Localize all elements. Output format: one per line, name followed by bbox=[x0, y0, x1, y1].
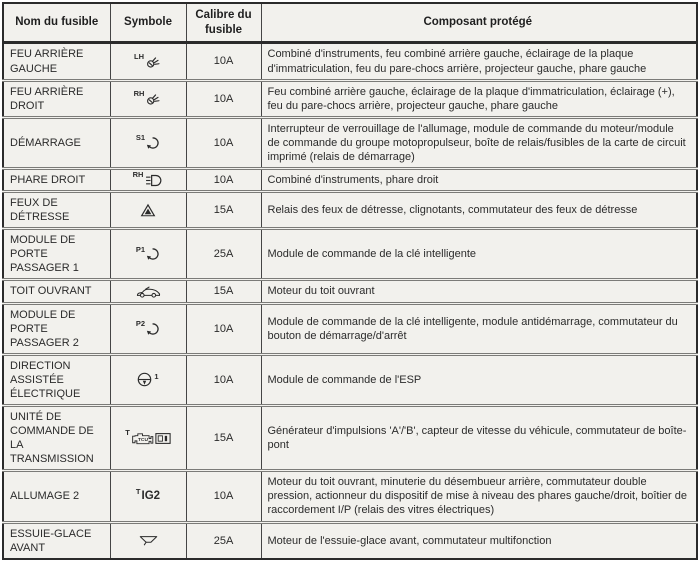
symbol-prefix-label: P2 bbox=[135, 318, 146, 328]
fuse-name: FEUX DE DÉTRESSE bbox=[10, 197, 70, 224]
fuse-name: ALLUMAGE 2 bbox=[10, 490, 80, 503]
protected-component-cell bbox=[261, 471, 697, 522]
fuse-table-body bbox=[3, 43, 697, 559]
col-header-fuse-name: Nom du fusible bbox=[3, 3, 110, 43]
rotate-arrow-icon bbox=[146, 136, 160, 150]
protected-component: Relais des feux de détresse, clignotants, commutateur des feux de détresse bbox=[267, 204, 638, 217]
table-row bbox=[3, 192, 697, 229]
protected-component-cell bbox=[261, 43, 697, 80]
protected-component: Moteur du toit ouvrant bbox=[267, 285, 375, 298]
fuse-name: DIRECTION ASSISTÉE ÉLECTRIQUE bbox=[10, 359, 81, 400]
fuse-rating-cell bbox=[186, 303, 261, 354]
fuse-rating: 10A bbox=[213, 92, 234, 105]
fuse-symbol bbox=[135, 318, 160, 336]
fuse-name: UNITÉ DE COMMANDE DE LA TRANSMISSION bbox=[10, 411, 94, 466]
col-header-fuse-rating: Calibre du fusible bbox=[186, 3, 261, 43]
table-row bbox=[3, 303, 697, 354]
fuse-rating: 25A bbox=[213, 248, 234, 261]
fuse-rating: 10A bbox=[213, 173, 234, 186]
taillight-icon bbox=[145, 91, 162, 106]
fuse-name-cell bbox=[3, 471, 110, 522]
fuse-name: MODULE DE PORTE PASSAGER 2 bbox=[10, 308, 79, 349]
fuse-name-cell bbox=[3, 229, 110, 280]
fuse-rating-cell bbox=[186, 406, 261, 471]
fuse-rating-cell bbox=[186, 280, 261, 303]
fuse-name-cell bbox=[3, 168, 110, 191]
fuse-rating-cell bbox=[186, 168, 261, 191]
fuse-rating: 15A bbox=[213, 204, 234, 217]
fuse-symbol-cell bbox=[110, 192, 186, 229]
fuse-table bbox=[2, 2, 698, 560]
protected-component-cell bbox=[261, 354, 697, 405]
rotate-arrow-icon bbox=[146, 322, 160, 336]
fuse-rating-cell bbox=[186, 117, 261, 168]
fuse-symbol-cell bbox=[110, 406, 186, 471]
fuse-name-cell bbox=[3, 303, 110, 354]
fuse-rating: 25A bbox=[213, 534, 234, 547]
protected-component: Moteur du toit ouvrant, minuterie du désembueur arrière, commutateur double pression, actionneur du dispositif de mise à niveau des phares gauche/droit, boîtier de raccordement I/P (relais des vitres électriques) bbox=[267, 476, 687, 517]
fuse-name: FEU ARRIÈRE DROIT bbox=[10, 85, 84, 112]
fuse-rating: 10A bbox=[213, 490, 234, 503]
rotate-arrow-icon bbox=[146, 247, 160, 261]
fuse-name-cell bbox=[3, 280, 110, 303]
table-row bbox=[3, 354, 697, 405]
protected-component: Combiné d'instruments, phare droit bbox=[267, 173, 439, 186]
fuse-rating: 15A bbox=[213, 285, 234, 298]
fuse-rating-cell bbox=[186, 522, 261, 559]
fuse-symbol-cell bbox=[110, 229, 186, 280]
fuse-symbol bbox=[125, 428, 171, 446]
fuse-symbol-cell bbox=[110, 280, 186, 303]
fuse-name: PHARE DROIT bbox=[10, 173, 86, 186]
table-row bbox=[3, 471, 697, 522]
fuse-rating-cell bbox=[186, 80, 261, 117]
protected-component-cell bbox=[261, 80, 697, 117]
protected-component: Interrupteur de verrouillage de l'allumage, module de commande du moteur/module de commande du groupe motopropulseur, boîte de relais/fusibles de la carte de circuit imprimé (relais de démarrage) bbox=[267, 122, 686, 163]
table-row bbox=[3, 229, 697, 280]
protected-component-cell bbox=[261, 229, 697, 280]
io-module-icon bbox=[155, 432, 171, 445]
symbol-prefix-label: RH bbox=[132, 170, 144, 180]
fuse-name-cell bbox=[3, 117, 110, 168]
protected-component-cell bbox=[261, 522, 697, 559]
fuse-rating-cell bbox=[186, 43, 261, 80]
table-row bbox=[3, 168, 697, 191]
table-row bbox=[3, 117, 697, 168]
fuse-symbol-cell bbox=[110, 117, 186, 168]
protected-component-cell bbox=[261, 168, 697, 191]
protected-component-cell bbox=[261, 303, 697, 354]
fuse-name-cell bbox=[3, 192, 110, 229]
table-row bbox=[3, 406, 697, 471]
fuse-rating: 15A bbox=[213, 432, 234, 445]
fuse-name-cell bbox=[3, 354, 110, 405]
fuse-symbol-cell bbox=[110, 168, 186, 191]
taillight-icon bbox=[145, 54, 162, 69]
fuse-symbol-cell bbox=[110, 303, 186, 354]
fuse-name-cell bbox=[3, 406, 110, 471]
fuse-symbol bbox=[136, 286, 161, 298]
fuse-rating-cell bbox=[186, 471, 261, 522]
protected-component-cell bbox=[261, 117, 697, 168]
hazard-triangle-icon bbox=[140, 203, 156, 217]
fuse-symbol-cell bbox=[110, 522, 186, 559]
fuse-symbol bbox=[139, 535, 158, 546]
table-header-row bbox=[3, 3, 697, 43]
symbol-text-label: IG2 bbox=[141, 490, 161, 503]
symbol-prefix-label: P1 bbox=[135, 244, 146, 254]
fuse-name: FEU ARRIÈRE GAUCHE bbox=[10, 48, 84, 75]
fuse-symbol bbox=[135, 244, 160, 261]
fuse-symbol-cell bbox=[110, 43, 186, 80]
sunroof-car-icon bbox=[136, 286, 161, 298]
protected-component: Module de commande de la clé intelligente, module antidémarrage, commutateur du bouton de démarrage/d'arrêt bbox=[267, 315, 678, 342]
protected-component-cell bbox=[261, 280, 697, 303]
table-row bbox=[3, 280, 697, 303]
protected-component: Feu combiné arrière gauche, éclairage de la plaque d'immatriculation, éclairage (+), feu du pare-chocs arrière, projecteur gauche, phare gauche bbox=[267, 85, 675, 112]
protected-component: Combiné d'instruments, feu combiné arrière gauche, éclairage de la plaque d'immatriculation, feu du pare-chocs arrière, projecteur gauche, phare gauche bbox=[267, 48, 647, 75]
fuse-symbol bbox=[135, 133, 160, 150]
protected-component-cell bbox=[261, 192, 697, 229]
wiper-icon bbox=[139, 535, 158, 546]
protected-component: Module de commande de l'ESP bbox=[267, 373, 422, 386]
fuse-name: DÉMARRAGE bbox=[10, 136, 81, 149]
headlight-icon bbox=[144, 174, 163, 187]
table-row bbox=[3, 522, 697, 559]
fuse-name: MODULE DE PORTE PASSAGER 1 bbox=[10, 234, 79, 275]
fuse-name-cell bbox=[3, 80, 110, 117]
symbol-suffix-label: 1 bbox=[154, 372, 159, 382]
fuse-symbol bbox=[132, 170, 164, 187]
fuse-table-head bbox=[3, 3, 697, 43]
fuse-name: TOIT OUVRANT bbox=[10, 285, 92, 298]
tcu-engine-icon bbox=[131, 431, 154, 446]
fuse-symbol bbox=[134, 51, 162, 69]
fuse-symbol bbox=[133, 88, 163, 106]
table-row bbox=[3, 43, 697, 80]
table-row bbox=[3, 80, 697, 117]
fuse-name-cell bbox=[3, 522, 110, 559]
symbol-prefix-label: S1 bbox=[135, 133, 146, 143]
fuse-symbol bbox=[135, 486, 161, 504]
symbol-prefix-label: LH bbox=[134, 51, 144, 61]
fuse-symbol bbox=[140, 203, 156, 217]
fuse-name-cell bbox=[3, 43, 110, 80]
fuse-name: ESSUIE-GLACE AVANT bbox=[10, 527, 92, 554]
symbol-prefix-label: T bbox=[135, 486, 141, 496]
fuse-symbol bbox=[137, 372, 158, 387]
fuse-rating-cell bbox=[186, 192, 261, 229]
fuse-symbol-cell bbox=[110, 471, 186, 522]
steering-wheel-icon bbox=[137, 372, 152, 387]
protected-component: Générateur d'impulsions 'A'/'B', capteur de vitesse du véhicule, commutateur de boîte-pont bbox=[267, 425, 687, 452]
fuse-rating: 10A bbox=[213, 55, 234, 68]
symbol-prefix-label: T bbox=[125, 428, 130, 438]
fuse-rating-cell bbox=[186, 354, 261, 405]
fuse-rating-cell bbox=[186, 229, 261, 280]
protected-component: Module de commande de la clé intelligente bbox=[267, 248, 477, 261]
col-header-protected-component: Composant protégé bbox=[261, 3, 697, 43]
symbol-prefix-label: RH bbox=[133, 88, 145, 98]
protected-component: Moteur de l'essuie-glace avant, commutateur multifonction bbox=[267, 534, 552, 547]
fuse-rating: 10A bbox=[213, 373, 234, 386]
fuse-rating: 10A bbox=[213, 136, 234, 149]
fuse-rating: 10A bbox=[213, 322, 234, 335]
fuse-symbol-cell bbox=[110, 80, 186, 117]
protected-component-cell bbox=[261, 406, 697, 471]
fuse-symbol-cell bbox=[110, 354, 186, 405]
col-header-symbol: Symbole bbox=[110, 3, 186, 43]
